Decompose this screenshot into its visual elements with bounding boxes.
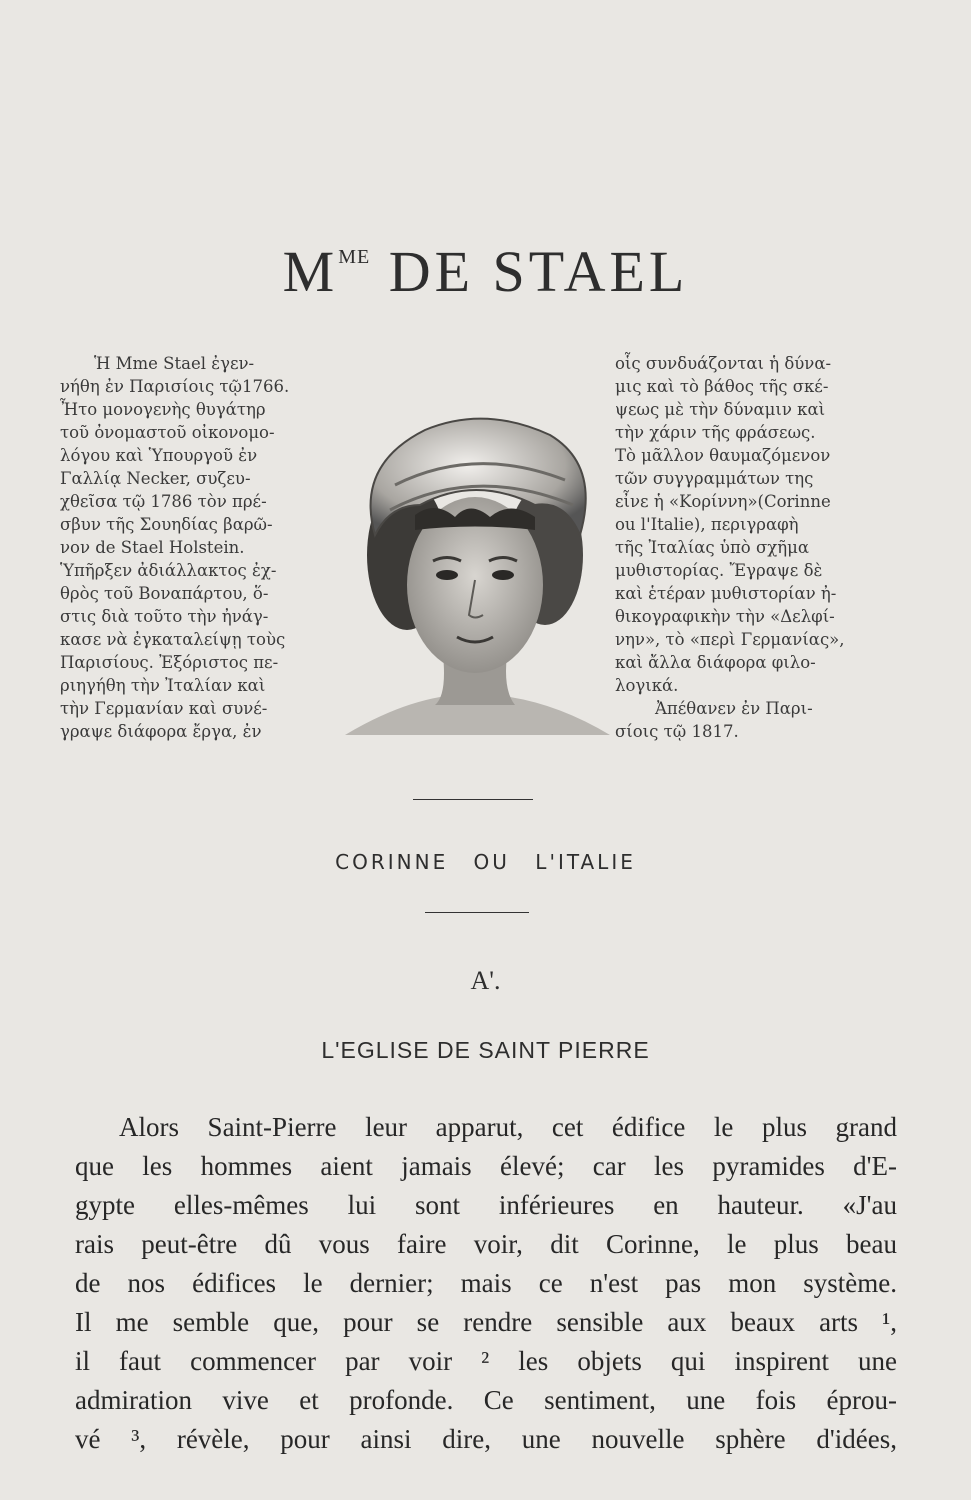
bio-line: οἷς συνδυάζονται ἡ δύνα- bbox=[615, 354, 832, 373]
body-line: que les hommes aient jamais élevé; car les pyramides d'E- bbox=[75, 1151, 897, 1181]
bio-line: νον de Stael Holstein. bbox=[60, 538, 245, 557]
body-line: gypte elles-mêmes lui sont inférieures en hauteur. «J'au bbox=[75, 1190, 897, 1220]
right-eye-shape bbox=[492, 570, 514, 580]
title-prefix: M bbox=[282, 239, 339, 304]
bio-line: τῆς Ἰταλίας ὑπὸ σχῆμα bbox=[615, 538, 809, 557]
title-superscript: ME bbox=[338, 246, 371, 268]
body-line: rais peut-être dû vous faire voir, dit Corinne, le plus beau bbox=[75, 1229, 897, 1259]
body-line: Il me semble que, pour se rendre sensible aux beaux arts ¹, bbox=[75, 1307, 897, 1337]
bio-line: λόγου καὶ Ὑπουργοῦ ἐν bbox=[60, 446, 258, 465]
bio-line: γραψε διάφορα ἔργα, ἐν bbox=[60, 722, 262, 741]
bio-line: τὴν Γερμανίαν καὶ συνέ- bbox=[60, 699, 268, 718]
chapter-number: A'. bbox=[470, 966, 501, 995]
bio-line: σβυν τῆς Σουηδίας βαρῶ- bbox=[60, 515, 273, 534]
body-line: de nos édifices le dernier; mais ce n'est pas mon système. bbox=[75, 1268, 897, 1298]
page-title bbox=[0, 238, 971, 305]
bio-line: νην», τὸ «περὶ Γερμανίας», bbox=[615, 630, 845, 649]
body-paragraph bbox=[75, 1108, 897, 1459]
bio-line: σίοις τῷ 1817. bbox=[615, 722, 739, 741]
bio-line: ou l'Italie), περιγραφὴ bbox=[615, 515, 799, 534]
bio-line: νήθη ἐν Παρισίοις τῷ1766. bbox=[60, 377, 290, 396]
divider-rule bbox=[413, 799, 533, 800]
bio-line: Ἀπέθανεν ἐν Παρι- bbox=[655, 699, 813, 718]
biography-right-column bbox=[615, 352, 881, 743]
body-line: admiration vive et profonde. Ce sentiment, une fois éprou- bbox=[75, 1385, 897, 1415]
bio-line: τὴν χάριν τῆς φράσεως. bbox=[615, 423, 816, 442]
bio-line: καὶ ἑτέραν μυθιστορίαν ἠ- bbox=[615, 584, 837, 603]
bio-line: θικογραφικὴν τὴν «Δελφί- bbox=[615, 607, 835, 626]
biography-left-column bbox=[60, 352, 332, 743]
divider-rule bbox=[425, 912, 529, 913]
bio-line: Γαλλίᾳ Necker, συζευ- bbox=[60, 469, 251, 488]
bio-line: Ἡ Mme Stael ἐγεν- bbox=[94, 354, 255, 373]
bio-line: θρὸς τοῦ Βοναπάρτου, ὅ- bbox=[60, 584, 269, 603]
body-line: Alors Saint-Pierre leur apparut, cet édifice le plus grand bbox=[119, 1112, 897, 1142]
bio-line: Ἦτο μονογενὴς θυγάτηρ bbox=[60, 400, 266, 419]
section-heading: L'EGLISE DE SAINT PIERRE bbox=[321, 1037, 650, 1063]
left-eye-shape bbox=[436, 570, 458, 580]
bio-line: Παρισίους. Ἐξόριστος πε- bbox=[60, 653, 279, 672]
title-name: DE STAEL bbox=[388, 239, 689, 304]
bio-line: μυθιστορίας. Ἔγραψε δὲ bbox=[615, 561, 823, 580]
bio-line: Ὑπῆρξεν ἀδιάλλακτος ἐχ- bbox=[60, 561, 277, 580]
bio-line: μις καὶ τὸ βάθος τῆς σκέ- bbox=[615, 377, 829, 396]
bio-line: εἶνε ἡ «Κορίννη»(Corinne bbox=[615, 492, 831, 511]
bio-line: λογικά. bbox=[615, 676, 679, 695]
bio-line: ψεως μὲ τὴν δύναμιν καὶ bbox=[615, 400, 826, 419]
bio-line: ριηγήθη τὴν Ἰταλίαν καὶ bbox=[60, 676, 266, 695]
bio-line: τῶν συγγραμμάτων της bbox=[615, 469, 814, 488]
body-line: il faut commencer par voir ² les objets qui inspirent une bbox=[75, 1346, 897, 1376]
bio-line: κασε νὰ ἐγκαταλείψῃ τοὺς bbox=[60, 630, 286, 649]
bio-line: τοῦ ὀνομαστοῦ οἰκονομο- bbox=[60, 423, 275, 442]
bio-line: καὶ ἄλλα διάφορα φιλο- bbox=[615, 653, 816, 672]
bio-line: Τὸ μᾶλλον θαυμαζόμενον bbox=[615, 446, 831, 465]
work-subtitle: CORINNE OU L'ITALIE bbox=[335, 850, 636, 874]
portrait-illustration bbox=[335, 405, 615, 745]
bio-line: χθεῖσα τῷ 1786 τὸν πρέ- bbox=[60, 492, 267, 511]
bio-line: στις διὰ τοῦτο τὴν ἠνάγ- bbox=[60, 607, 269, 626]
body-line: vé ³, révèle, pour ainsi dire, une nouvelle sphère d'idées, bbox=[75, 1424, 897, 1454]
